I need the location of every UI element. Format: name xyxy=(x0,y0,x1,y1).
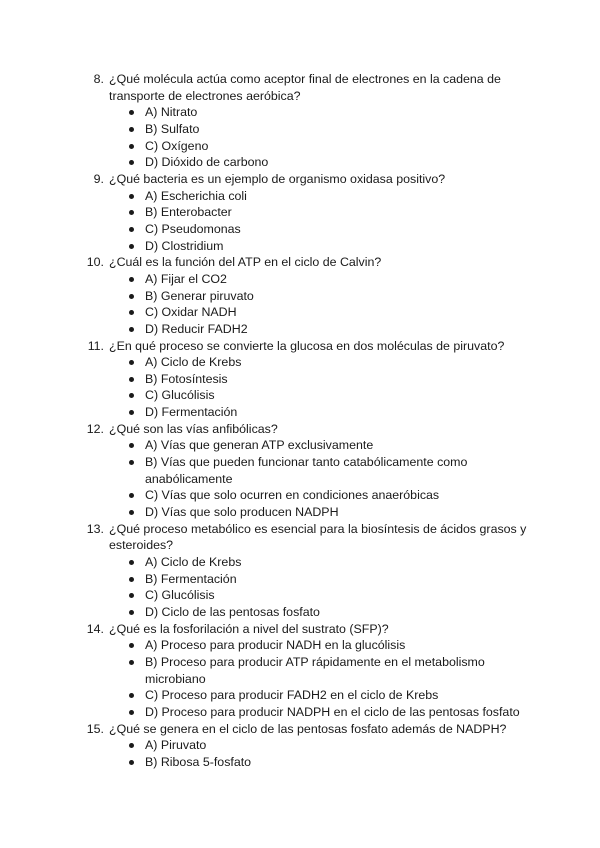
bullet-icon xyxy=(129,693,134,698)
answer-option xyxy=(0,687,600,704)
answer-option-text: C) Pseudomonas xyxy=(145,221,241,236)
answer-option-text: D) Dióxido de carbono xyxy=(145,155,269,170)
answer-option xyxy=(0,487,600,504)
answer-option xyxy=(0,154,600,171)
answer-options xyxy=(0,354,600,421)
answer-option xyxy=(0,121,600,138)
answer-option-text: A) Vías que generan ATP exclusivamente xyxy=(145,438,374,453)
question-text: ¿Qué es la fosforilación a nivel del sustrato (SFP)? xyxy=(109,621,389,636)
answer-option-text: D) Vías que solo producen NADPH xyxy=(145,505,339,520)
question-number: 12. xyxy=(86,421,104,436)
bullet-icon xyxy=(129,410,134,415)
answer-option xyxy=(0,554,600,571)
bullet-icon xyxy=(129,460,134,465)
document-page xyxy=(0,71,600,771)
answer-option-text: D) Clostridium xyxy=(145,238,224,253)
question-text-line xyxy=(0,421,600,438)
answer-option xyxy=(0,104,600,121)
answer-option xyxy=(0,321,600,338)
answer-options xyxy=(0,637,600,720)
answer-option xyxy=(0,304,600,321)
bullet-icon xyxy=(129,760,134,765)
answer-option-text: anabólicamente xyxy=(145,471,233,486)
question-number: 11. xyxy=(87,338,104,353)
question-text-line xyxy=(0,537,600,554)
answer-option xyxy=(0,387,600,404)
answer-option-text: C) Glucólisis xyxy=(145,588,215,603)
question-text: ¿Qué proceso metabólico es esencial para la biosíntesis de ácidos grasos y xyxy=(109,521,527,536)
question-text: ¿Qué molécula actúa como aceptor final de electrones en la cadena de xyxy=(109,72,501,86)
question-text-line xyxy=(0,621,600,638)
question-text-line xyxy=(0,171,600,188)
answer-option xyxy=(0,204,600,221)
question-number: 9. xyxy=(93,171,104,186)
answer-option-text: D) Proceso para producir NADPH en el ciclo de las pentosas fosfato xyxy=(145,704,520,719)
bullet-icon xyxy=(129,710,134,715)
question-number: 15. xyxy=(86,721,104,736)
answer-option-text: A) Ciclo de Krebs xyxy=(145,555,242,570)
bullet-icon xyxy=(129,510,134,515)
bullet-icon xyxy=(129,210,134,215)
question-text: ¿Qué bacteria es un ejemplo de organismo oxidasa positivo? xyxy=(109,171,446,186)
answer-option-text: B) Sulfato xyxy=(145,121,200,136)
answer-options xyxy=(0,554,600,621)
answer-options xyxy=(0,188,600,255)
answer-option-continuation xyxy=(0,671,600,688)
answer-option xyxy=(0,571,600,588)
answer-options xyxy=(0,737,600,770)
bullet-icon xyxy=(129,110,134,115)
answer-option-text: D) Fermentación xyxy=(145,405,238,420)
answer-option-text: A) Ciclo de Krebs xyxy=(145,355,242,370)
bullet-icon xyxy=(129,377,134,382)
answer-option xyxy=(0,188,600,205)
bullet-icon xyxy=(129,493,134,498)
answer-option-text: C) Oxígeno xyxy=(145,138,209,153)
answer-option-text: microbiano xyxy=(145,671,206,686)
question-item xyxy=(0,254,600,337)
answer-option-text: B) Fotosíntesis xyxy=(145,371,228,386)
question-item xyxy=(0,171,600,254)
bullet-icon xyxy=(129,360,134,365)
question-text-line xyxy=(0,88,600,105)
answer-option-text: A) Piruvato xyxy=(145,738,207,753)
answer-options xyxy=(0,271,600,338)
question-text-line xyxy=(0,71,600,88)
bullet-icon xyxy=(129,277,134,282)
question-item xyxy=(0,621,600,721)
answer-option-text: C) Proceso para producir FADH2 en el ciclo de Krebs xyxy=(145,688,439,703)
question-item xyxy=(0,338,600,421)
answer-option xyxy=(0,637,600,654)
answer-option xyxy=(0,737,600,754)
answer-option xyxy=(0,404,600,421)
question-number: 8. xyxy=(93,72,104,86)
answer-option-continuation xyxy=(0,471,600,488)
bullet-icon xyxy=(129,227,134,232)
answer-option-text: B) Ribosa 5-fosfato xyxy=(145,754,252,769)
question-item xyxy=(0,421,600,521)
answer-options xyxy=(0,104,600,171)
answer-option-text: A) Fijar el CO2 xyxy=(145,271,227,286)
answer-option-text: A) Nitrato xyxy=(145,105,198,120)
answer-option-text: B) Enterobacter xyxy=(145,205,232,220)
bullet-icon xyxy=(129,160,134,165)
answer-option xyxy=(0,238,600,255)
answer-option xyxy=(0,371,600,388)
bullet-icon xyxy=(129,577,134,582)
answer-option-text: A) Escherichia coli xyxy=(145,188,247,203)
bullet-icon xyxy=(129,560,134,565)
bullet-icon xyxy=(129,743,134,748)
question-item xyxy=(0,71,600,171)
bullet-icon xyxy=(129,310,134,315)
answer-option-text: B) Generar piruvato xyxy=(145,288,254,303)
bullet-icon xyxy=(129,643,134,648)
answer-option xyxy=(0,604,600,621)
bullet-icon xyxy=(129,593,134,598)
answer-option-text: C) Glucólisis xyxy=(145,388,215,403)
question-text-line xyxy=(0,721,600,738)
answer-option xyxy=(0,654,600,671)
answer-option-text: A) Proceso para producir NADH en la glucólisis xyxy=(145,638,406,653)
answer-option xyxy=(0,454,600,471)
question-text-line xyxy=(0,254,600,271)
question-text: transporte de electrones aeróbica? xyxy=(109,88,301,103)
answer-options xyxy=(0,437,600,520)
answer-option xyxy=(0,587,600,604)
answer-option xyxy=(0,704,600,721)
bullet-icon xyxy=(129,610,134,615)
bullet-icon xyxy=(129,327,134,332)
answer-option-text: D) Reducir FADH2 xyxy=(145,321,248,336)
answer-option-text: B) Vías que pueden funcionar tanto catabólicamente como xyxy=(145,455,468,470)
bullet-icon xyxy=(129,294,134,299)
bullet-icon xyxy=(129,127,134,132)
question-item xyxy=(0,521,600,621)
bullet-icon xyxy=(129,244,134,249)
bullet-icon xyxy=(129,393,134,398)
answer-option xyxy=(0,354,600,371)
bullet-icon xyxy=(129,194,134,199)
question-text: ¿Qué se genera en el ciclo de las pentosas fosfato además de NADPH? xyxy=(109,721,507,736)
question-number: 13. xyxy=(86,521,104,536)
question-text-line xyxy=(0,521,600,538)
answer-option xyxy=(0,504,600,521)
bullet-icon xyxy=(129,443,134,448)
answer-option xyxy=(0,754,600,771)
answer-option-text: B) Proceso para producir ATP rápidamente en el metabolismo xyxy=(145,654,485,669)
question-text-line xyxy=(0,338,600,355)
question-number: 10. xyxy=(86,255,104,270)
question-number: 14. xyxy=(86,621,104,636)
bullet-icon xyxy=(129,660,134,665)
question-text: ¿Qué son las vías anfibólicas? xyxy=(109,421,278,436)
answer-option xyxy=(0,138,600,155)
question-text: ¿Cuál es la función del ATP en el ciclo de Calvin? xyxy=(109,255,382,270)
question-item xyxy=(0,721,600,771)
answer-option-text: C) Vías que solo ocurren en condiciones anaeróbicas xyxy=(145,488,440,503)
question-text: esteroides? xyxy=(109,538,174,553)
question-text: ¿En qué proceso se convierte la glucosa en dos moléculas de piruvato? xyxy=(109,338,505,353)
answer-option-text: D) Ciclo de las pentosas fosfato xyxy=(145,605,320,619)
answer-option xyxy=(0,271,600,288)
answer-option xyxy=(0,288,600,305)
answer-option-text: B) Fermentación xyxy=(145,571,237,586)
answer-option-text: C) Oxidar NADH xyxy=(145,305,237,320)
answer-option xyxy=(0,221,600,238)
answer-option xyxy=(0,437,600,454)
bullet-icon xyxy=(129,144,134,149)
